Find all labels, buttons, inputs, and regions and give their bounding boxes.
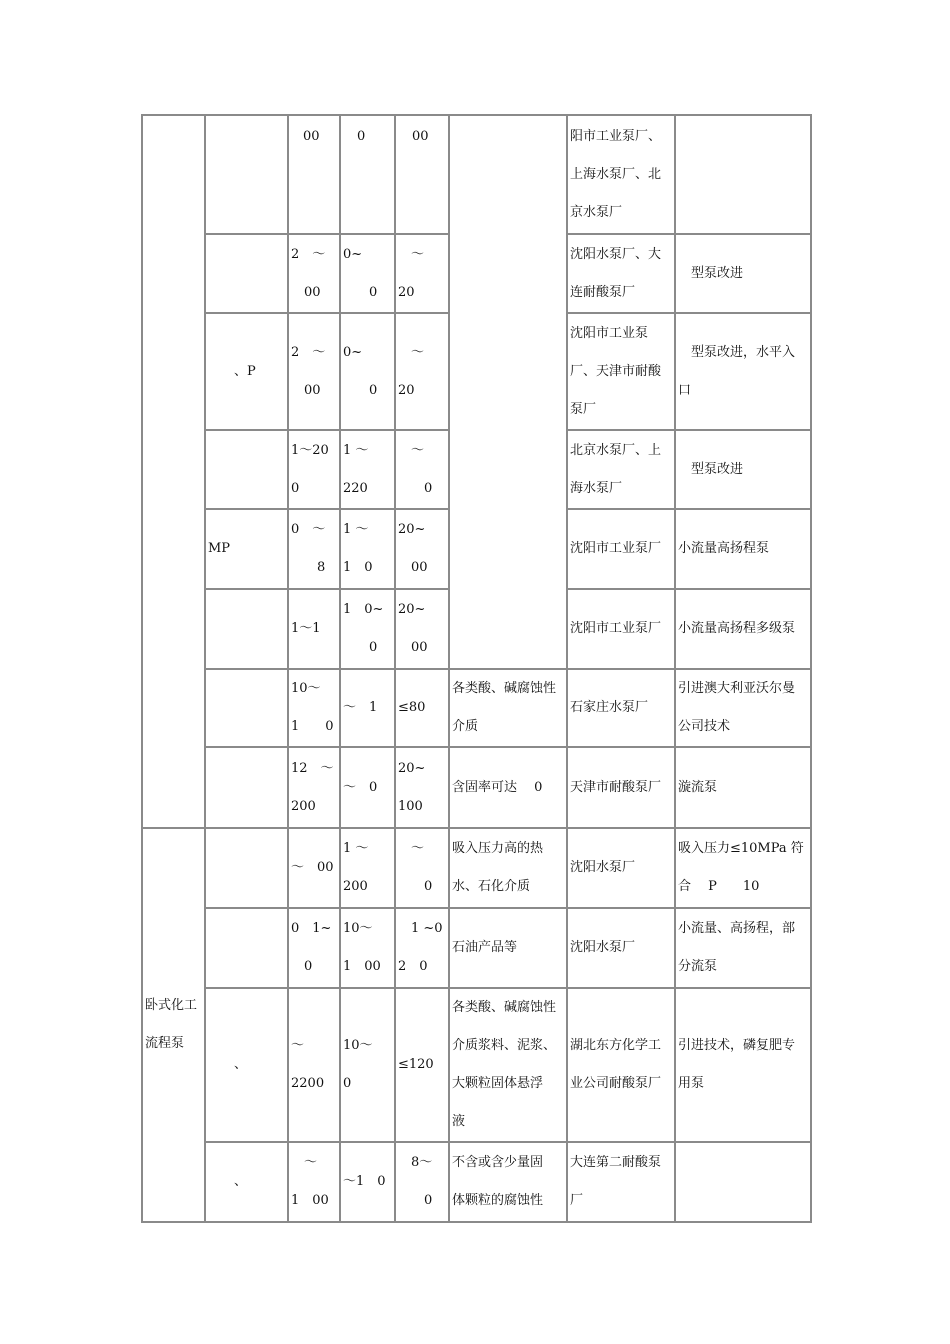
table-row bbox=[143, 989, 812, 1143]
note-cell: 型泵改进，水平入 口 bbox=[676, 314, 812, 431]
maker-cell: 沈阳市工业泵厂 bbox=[568, 510, 676, 590]
model-cell: 、P bbox=[206, 314, 289, 431]
head-cell: 1 ～ 200 bbox=[341, 829, 396, 909]
temp-cell: 20~ 00 bbox=[396, 590, 450, 670]
medium-cell: 不含或含少量固 体颗粒的腐蚀性 bbox=[450, 1143, 568, 1223]
note-cell: 小流量、高扬程，部 分流泵 bbox=[676, 909, 812, 989]
temp-cell: 8～ 0 bbox=[396, 1143, 450, 1223]
note-cell bbox=[676, 116, 812, 235]
head-cell: ～1 0 bbox=[341, 1143, 396, 1223]
flow-cell: ～ 1 00 bbox=[289, 1143, 341, 1223]
maker-cell: 天津市耐酸泵厂 bbox=[568, 748, 676, 829]
note-cell: 小流量高扬程多级泵 bbox=[676, 590, 812, 670]
table-row bbox=[143, 748, 812, 829]
temp-cell: 20~ 100 bbox=[396, 748, 450, 829]
note-cell: 吸入压力≤10MPa 符 合 P 10 bbox=[676, 829, 812, 909]
head-cell: 10～ 0 bbox=[341, 989, 396, 1143]
head-cell: 1 ～ 220 bbox=[341, 431, 396, 510]
note-cell: 引进技术，磷复肥专 用泵 bbox=[676, 989, 812, 1143]
model-cell: 、 bbox=[206, 1143, 289, 1223]
medium-cell: 各类酸、碱腐蚀性 介质 bbox=[450, 670, 568, 748]
model-cell: MP bbox=[206, 510, 289, 590]
table-row bbox=[143, 1143, 812, 1223]
maker-cell: 沈阳市工业泵厂 bbox=[568, 590, 676, 670]
medium-cell bbox=[450, 116, 568, 670]
table-row bbox=[143, 909, 812, 989]
flow-cell: 2 ～ 00 bbox=[289, 314, 341, 431]
flow-cell: 1～200 bbox=[289, 431, 341, 510]
maker-cell: 大连第二耐酸泵 厂 bbox=[568, 1143, 676, 1223]
head-cell: 1 0~ 0 bbox=[341, 590, 396, 670]
model-cell: 、 bbox=[206, 989, 289, 1143]
table-row bbox=[143, 829, 812, 909]
model-cell bbox=[206, 590, 289, 670]
pump-table bbox=[141, 114, 812, 1223]
flow-cell: 12 ～ 200 bbox=[289, 748, 341, 829]
category-cell-top bbox=[143, 116, 206, 829]
temp-cell: 1 ~0 2 0 bbox=[396, 909, 450, 989]
maker-cell: 湖北东方化学工 业公司耐酸泵厂 bbox=[568, 989, 676, 1143]
maker-cell: 北京水泵厂、上 海水泵厂 bbox=[568, 431, 676, 510]
model-cell bbox=[206, 235, 289, 314]
flow-cell: 0 1~ 0 bbox=[289, 909, 341, 989]
temp-cell: ～ 0 bbox=[396, 431, 450, 510]
model-cell bbox=[206, 670, 289, 748]
flow-cell: 0 ～ 8 bbox=[289, 510, 341, 590]
temp-cell: ≤120 bbox=[396, 989, 450, 1143]
note-cell: 型泵改进 bbox=[676, 235, 812, 314]
maker-cell: 沈阳市工业泵 厂、天津市耐酸 泵厂 bbox=[568, 314, 676, 431]
temp-cell: ～ 0 bbox=[396, 829, 450, 909]
model-cell bbox=[206, 748, 289, 829]
note-cell bbox=[676, 1143, 812, 1223]
flow-cell: 00 bbox=[289, 116, 341, 235]
temp-cell: ～ 20 bbox=[396, 314, 450, 431]
head-cell: 10～ 1 00 bbox=[341, 909, 396, 989]
temp-cell: 20~ 00 bbox=[396, 510, 450, 590]
head-cell: 1 ～ 1 0 bbox=[341, 510, 396, 590]
note-cell: 型泵改进 bbox=[676, 431, 812, 510]
category-cell: 卧式化工 流程泵 bbox=[143, 829, 206, 1223]
table-row bbox=[143, 670, 812, 748]
model-cell bbox=[206, 909, 289, 989]
maker-cell: 沈阳水泵厂、大 连耐酸泵厂 bbox=[568, 235, 676, 314]
medium-cell: 含固率可达 0 bbox=[450, 748, 568, 829]
model-cell bbox=[206, 431, 289, 510]
temp-cell: 00 bbox=[396, 116, 450, 235]
flow-cell: ～ 00 bbox=[289, 829, 341, 909]
maker-cell: 阳市工业泵厂、 上海水泵厂、北 京水泵厂 bbox=[568, 116, 676, 235]
head-cell: 0~ 0 bbox=[341, 314, 396, 431]
temp-cell: ≤80 bbox=[396, 670, 450, 748]
maker-cell: 沈阳水泵厂 bbox=[568, 829, 676, 909]
maker-cell: 石家庄水泵厂 bbox=[568, 670, 676, 748]
medium-cell: 各类酸、碱腐蚀性 介质浆料、泥浆、 大颗粒固体悬浮 液 bbox=[450, 989, 568, 1143]
head-cell: ～ 1 bbox=[341, 670, 396, 748]
temp-cell: ～ 20 bbox=[396, 235, 450, 314]
flow-cell: 10～ 1 0 bbox=[289, 670, 341, 748]
maker-cell: 沈阳水泵厂 bbox=[568, 909, 676, 989]
model-cell bbox=[206, 116, 289, 235]
model-cell bbox=[206, 829, 289, 909]
table-row bbox=[143, 116, 812, 235]
flow-cell: 1～1 bbox=[289, 590, 341, 670]
head-cell: 0 bbox=[341, 116, 396, 235]
note-cell: 漩流泵 bbox=[676, 748, 812, 829]
head-cell: ～ 0 bbox=[341, 748, 396, 829]
flow-cell: ～ 2200 bbox=[289, 989, 341, 1143]
medium-cell: 石油产品等 bbox=[450, 909, 568, 989]
note-cell: 小流量高扬程泵 bbox=[676, 510, 812, 590]
head-cell: 0~ 0 bbox=[341, 235, 396, 314]
medium-cell: 吸入压力高的热 水、石化介质 bbox=[450, 829, 568, 909]
note-cell: 引进澳大利亚沃尔曼 公司技术 bbox=[676, 670, 812, 748]
flow-cell: 2 ～ 00 bbox=[289, 235, 341, 314]
